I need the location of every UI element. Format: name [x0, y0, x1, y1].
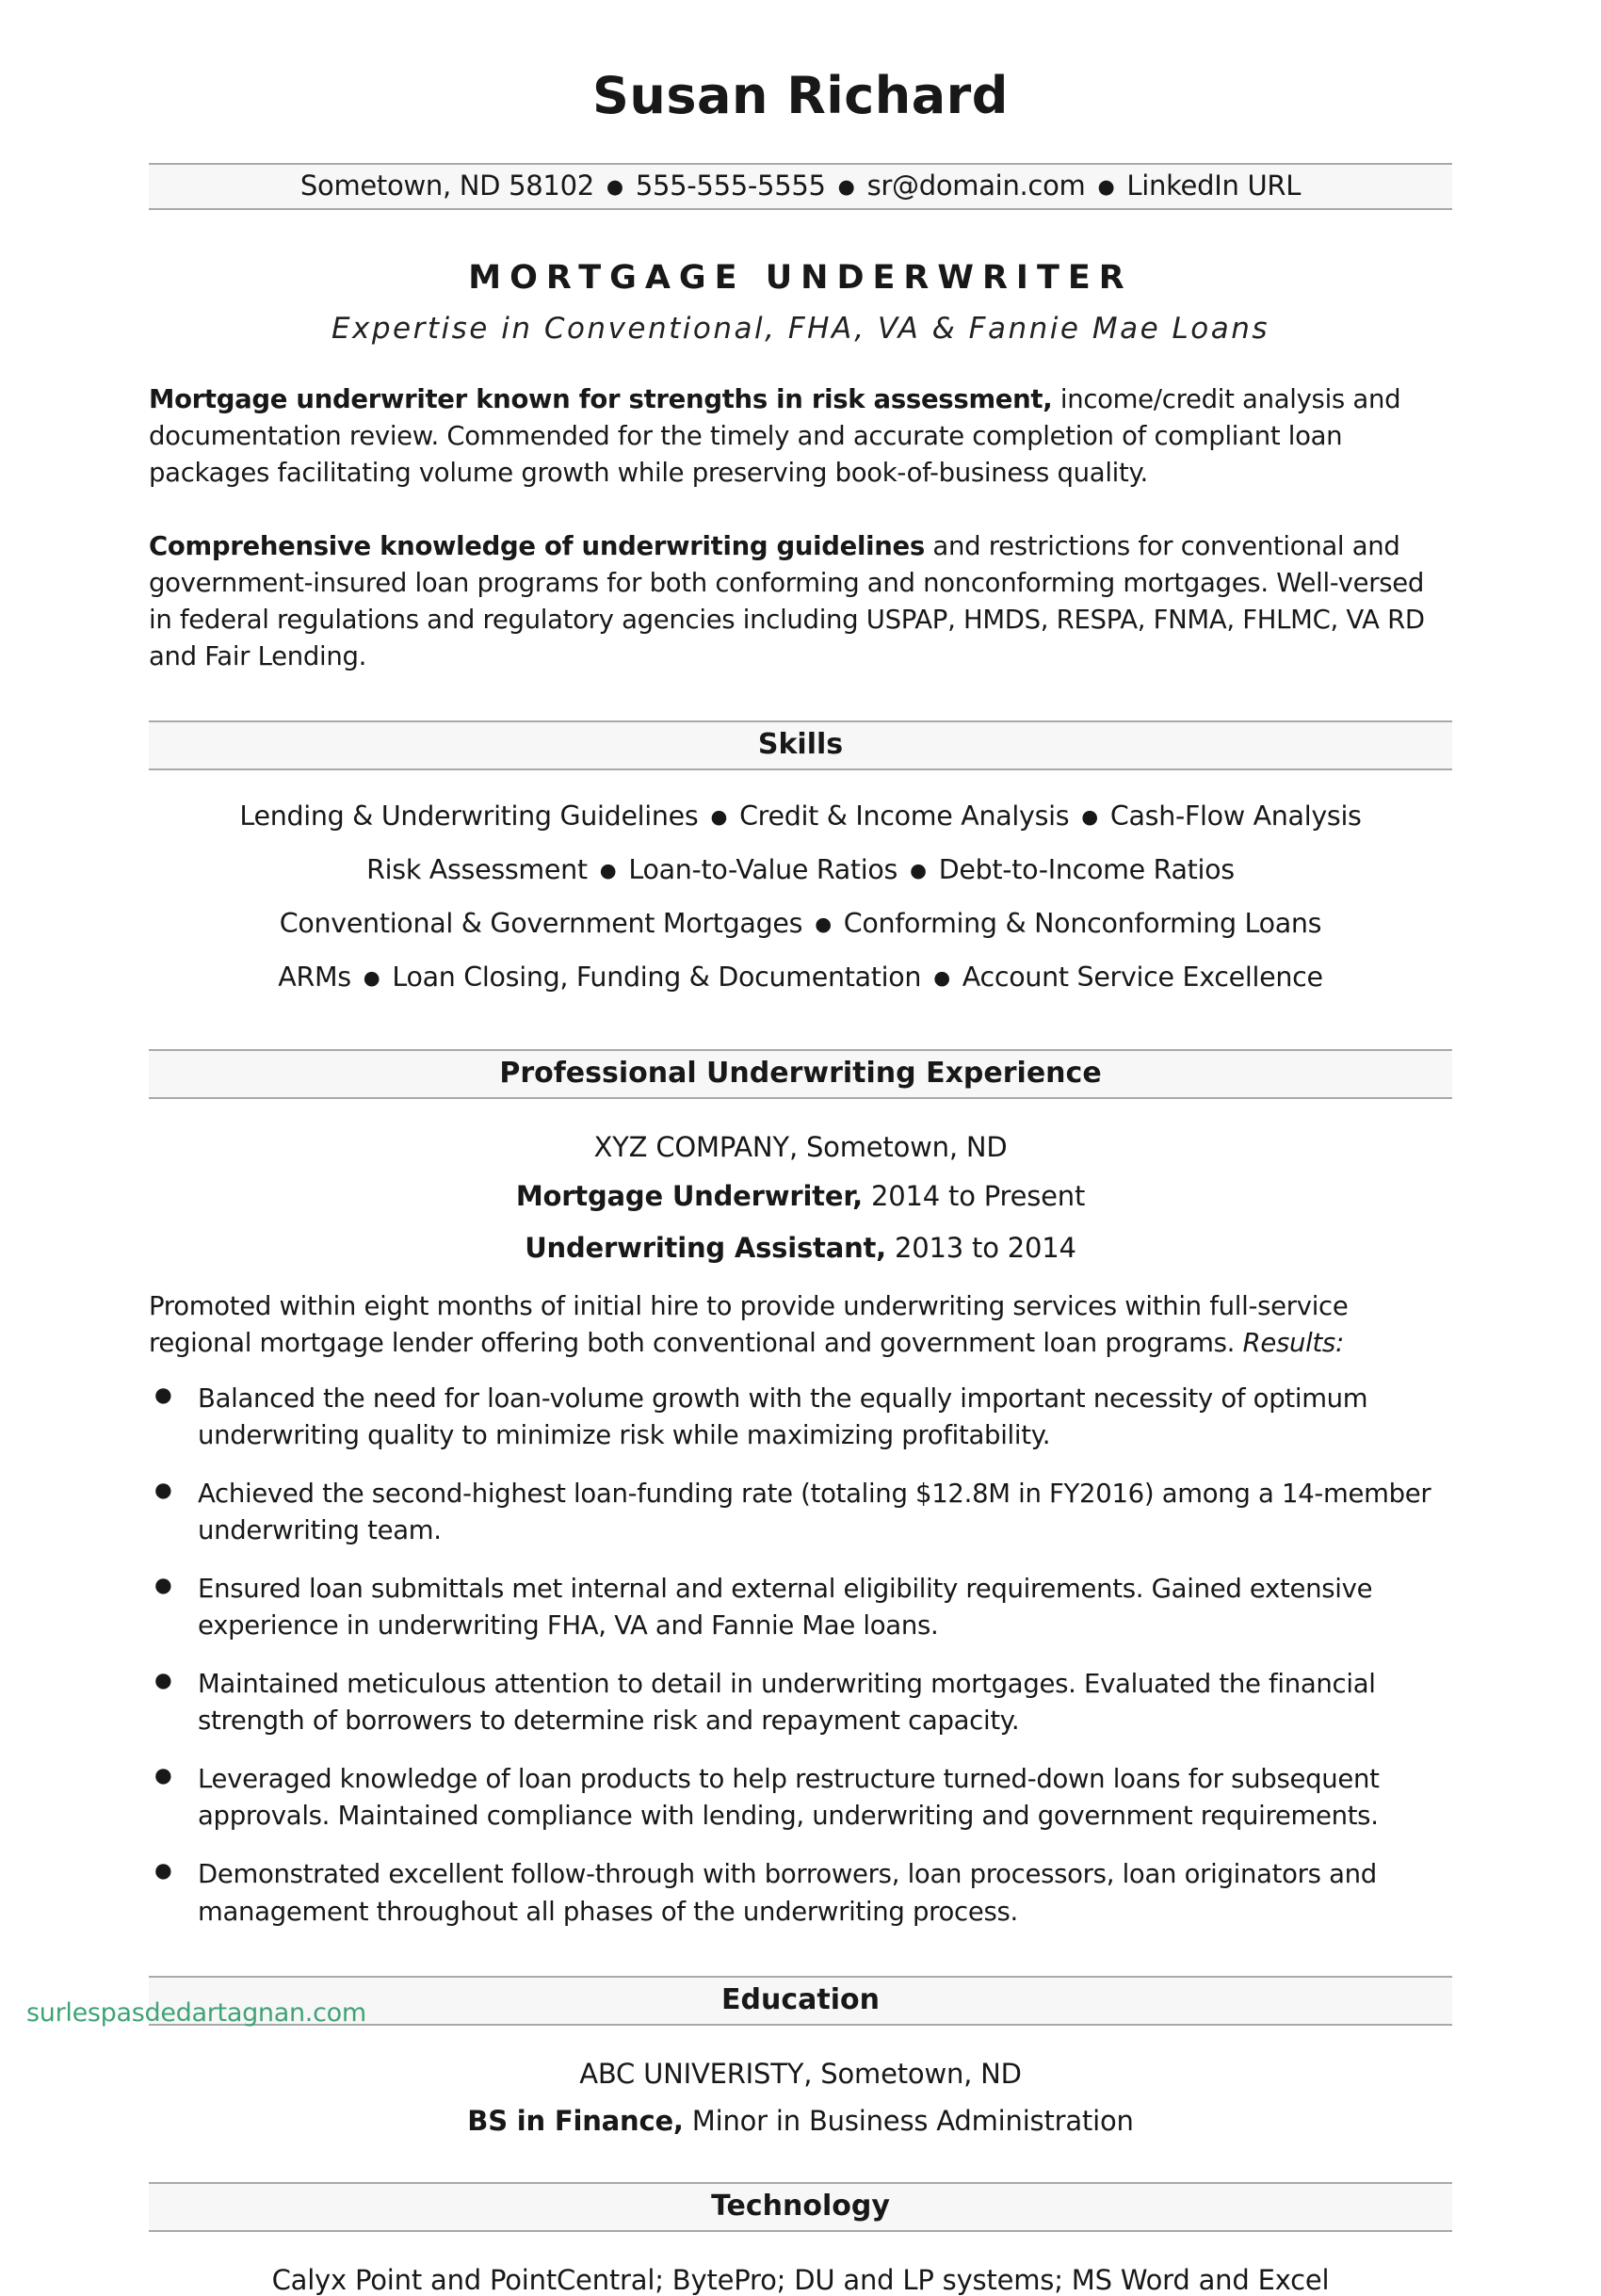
bullet-text: Leveraged knowledge of loan products to help restructure turned-down loans for subsequent approvals. Maintained compliance with lending, underwriting and government requirements. — [198, 1764, 1380, 1832]
skill-item: Credit & Income Analysis — [739, 800, 1070, 832]
experience-bullet — [149, 1476, 1452, 1549]
contact-item: Sometown, ND 58102 — [299, 170, 594, 202]
skill-item: Loan-to-Value Ratios — [628, 853, 898, 885]
bullet-separator-icon: ● — [910, 858, 927, 881]
bullet-separator-icon: ● — [710, 804, 728, 828]
summary-paragraph-1 — [149, 381, 1452, 492]
education-school: ABC UNIVERISTY, Sometown, ND — [579, 2057, 1022, 2090]
skills-line — [149, 950, 1452, 1004]
resume-page — [149, 0, 1452, 2296]
bullet-icon: ● — [154, 1574, 172, 1598]
position-dates-2: 2013 to 2014 — [886, 1232, 1076, 1265]
skill-item: Debt-to-Income Ratios — [938, 853, 1235, 885]
summary-paragraph-2 — [149, 528, 1452, 675]
bullet-text: Achieved the second-highest loan-funding rate (totaling $12.8M in FY2016) among a 14-member underwriting team. — [198, 1479, 1431, 1546]
summary-lead-1: Mortgage underwriter known for strengths in risk assessment, — [149, 384, 1053, 415]
bullet-text: Demonstrated excellent follow-through with borrowers, loan processors, loan originators and management throughout all phases of the underwriting process. — [198, 1859, 1377, 1927]
skills-line — [149, 789, 1452, 843]
skills-line — [149, 897, 1452, 950]
bullet-separator-icon: ● — [815, 912, 832, 935]
experience-intro-text: Promoted within eight months of initial hire to provide underwriting services within full-service regional mortgage lender offering both conventional and government loan programs. — [149, 1290, 1349, 1358]
job-subtitle: Expertise in Conventional, FHA, VA & Fannie Mae Loans — [331, 312, 1270, 347]
skill-item: Risk Assessment — [366, 853, 588, 885]
contact-item: 555-555-5555 — [635, 170, 826, 202]
watermark-url: surlespasdedartagnan.com — [26, 1998, 366, 2028]
experience-intro — [149, 1288, 1452, 1362]
summary-lead-2: Comprehensive knowledge of underwriting guidelines — [149, 530, 925, 561]
bullet-icon: ● — [154, 1764, 172, 1788]
bullet-separator-icon: ● — [837, 175, 855, 199]
company-line: XYZ COMPANY, Sometown, ND — [593, 1130, 1008, 1163]
position-dates-1: 2014 to Present — [862, 1179, 1086, 1212]
contact-item: sr@domain.com — [866, 170, 1086, 202]
skill-item: Cash-Flow Analysis — [1109, 800, 1362, 832]
section-title-experience: Professional Underwriting Experience — [499, 1056, 1102, 1090]
skill-item: Lending & Underwriting Guidelines — [239, 800, 699, 832]
section-header-technology — [149, 2182, 1452, 2232]
person-name: Susan Richard — [592, 66, 1009, 125]
experience-bullet-list — [149, 1381, 1452, 1931]
job-title: MORTGAGE UNDERWRITER — [468, 259, 1133, 298]
contact-item: LinkedIn URL — [1126, 170, 1302, 202]
section-title-technology: Technology — [711, 2189, 890, 2223]
skill-item: Account Service Excellence — [962, 961, 1323, 993]
skills-list — [149, 789, 1452, 1004]
contact-text — [300, 170, 1301, 202]
education-degree — [149, 2105, 1452, 2137]
bullet-separator-icon: ● — [599, 858, 617, 881]
summary-body-1: income/credit analysis and documentation review. Commended for the timely and accurate completion of compliant loan packages facilitating volume growth while preserving book-of-business quality. — [149, 384, 1401, 489]
bullet-text: Ensured loan submittals met internal and external eligibility requirements. Gained extensive experience in underwriting FHA, VA and Fannie Mae loans. — [198, 1574, 1373, 1641]
summary-body-2: and restrictions for conventional and government-insured loan programs for both conforming and nonconforming mortgages. Well-versed in federal regulations and regulatory agencies including USPAP, HMDS, RESPA, FNMA, FHLMC, VA RD and Fair Lending. — [149, 530, 1425, 671]
experience-bullet — [149, 1856, 1452, 1930]
bullet-separator-icon: ● — [1081, 804, 1098, 828]
skill-item: Conventional & Government Mortgages — [279, 907, 803, 939]
bullet-icon: ● — [154, 1479, 172, 1503]
bullet-separator-icon: ● — [1097, 175, 1115, 199]
bullet-icon: ● — [154, 1383, 172, 1407]
position-line-1 — [149, 1177, 1452, 1216]
position-title-2: Underwriting Assistant, — [525, 1232, 886, 1265]
skill-item: ARMs — [278, 961, 351, 993]
bullet-separator-icon: ● — [933, 965, 950, 989]
bullet-text: Maintained meticulous attention to detail in underwriting mortgages. Evaluated the financial strength of borrowers to determine risk and repayment capacity. — [198, 1669, 1376, 1737]
position-line-2 — [149, 1229, 1452, 1268]
contact-bar — [149, 163, 1452, 210]
experience-bullet — [149, 1666, 1452, 1739]
experience-intro-results: Results: — [1242, 1327, 1344, 1358]
education-degree-rest: Minor in Business Administration — [683, 2104, 1134, 2137]
bullet-icon: ● — [154, 1859, 172, 1884]
position-title-1: Mortgage Underwriter, — [515, 1179, 863, 1212]
skill-item: Conforming & Nonconforming Loans — [843, 907, 1322, 939]
experience-bullet — [149, 1381, 1452, 1454]
technology-line: Calyx Point and PointCentral; BytePro; DU and LP systems; MS Word and Excel — [271, 2263, 1330, 2296]
section-title-education: Education — [721, 1982, 880, 2016]
experience-bullet — [149, 1571, 1452, 1644]
bullet-separator-icon: ● — [363, 965, 380, 989]
skills-line — [149, 843, 1452, 897]
bullet-text: Balanced the need for loan-volume growth with the equally important necessity of optimum underwriting quality to minimize risk while maximizing profitability. — [198, 1383, 1368, 1451]
bullet-separator-icon: ● — [606, 175, 623, 199]
section-header-skills — [149, 720, 1452, 770]
section-header-experience — [149, 1049, 1452, 1099]
skill-item: Loan Closing, Funding & Documentation — [392, 961, 922, 993]
bullet-icon: ● — [154, 1669, 172, 1693]
section-title-skills: Skills — [757, 727, 844, 761]
education-degree-bold: BS in Finance, — [467, 2104, 684, 2137]
experience-bullet — [149, 1761, 1452, 1835]
